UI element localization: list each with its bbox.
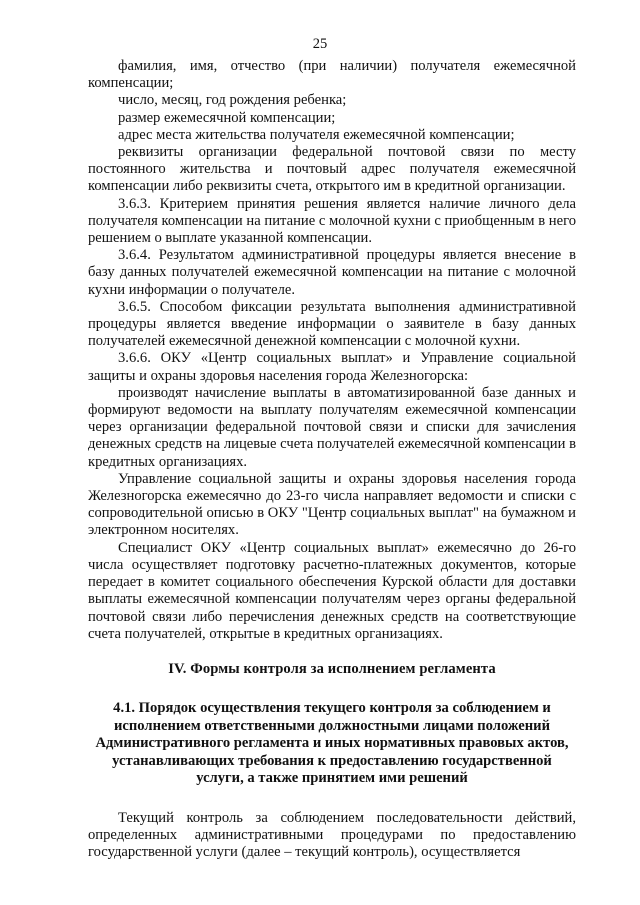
paragraph-payment-calculation: производят начисление выплаты в автоматизированной базе данных и формируют ведомости на выплату получателям ежемесячной компенсации через организации федеральной почтовой связи и списки для зачисления денежных средств на лицевые счета получателей ежемесячной компенсации в кредитных организациях. <box>88 384 576 470</box>
paragraph-3-6-4: 3.6.4. Результатом административной процедуры является внесение в базу данных получателей ежемесячной компенсации на питание с молочной кухни информации о получателе. <box>88 247 576 298</box>
paragraph-child-birthdate: число, месяц, год рождения ребенка; <box>118 92 347 109</box>
page-number: 25 <box>312 36 328 52</box>
paragraph-statements-transfer: Управление социальной защиты и охраны здоровья населения города Железногорска ежемесячно до 23-го числа направляет ведомости и списки с сопроводительной описью в ОКУ "Центр социальных выплат" на бумажном и электронном носителях. <box>88 470 576 539</box>
paragraph-3-6-5: 3.6.5. Способом фиксации результата выполнения административной процедуры является введение информации о заявителе в базу данных получателей ежемесячной денежной компенсации с молочной кухни. <box>88 298 576 350</box>
paragraph-recipient-address: адрес места жительства получателя ежемесячной компенсации; <box>118 126 515 143</box>
paragraph-3-6-6: 3.6.6. ОКУ «Центр социальных выплат» и Управление социальной защиты и охраны здоровья населения города Железногорска: <box>88 350 576 384</box>
paragraph-specialist-duties: Специалист ОКУ «Центр социальных выплат» ежемесячно до 26-го числа осуществляет подготовку расчетно-платежных документов, которые передает в комитет социального обеспечения Курской области для доставки выплаты ежемесячной компенсации получателям через органы федеральной почтовой связи либо перечисления денежных средств на соответствующие счета получателей, открытые в кредитных организациях. <box>88 539 576 642</box>
paragraph-compensation-amount: размер ежемесячной компенсации; <box>118 109 336 126</box>
paragraph-postal-requisites: реквизиты организации федеральной почтовой связи по месту постоянного жительства и почтовый адрес получателя ежемесячной компенсации либо реквизиты счета, открытого им в кредитной организации. <box>88 144 576 195</box>
subsection-heading: 4.1. Порядок осуществления текущего контроля за соблюдением и исполнением ответственными должностными лицами положений Административного регламента и иных нормативных правовых актов, устанавливающих требования к предоставлению государственной услуги, а также принятием ими решений <box>95 700 569 787</box>
document-body <box>88 58 576 862</box>
paragraph-recipient-name: фамилия, имя, отчество (при наличии) получателя ежемесячной компенсации; <box>88 58 576 92</box>
paragraph-current-control: Текущий контроль за соблюдением последовательности действий, определенных административными процедурами по предоставлению государственной услуги (далее – текущий контроль), осуществляется <box>88 810 576 861</box>
section-heading: IV. Формы контроля за исполнением регламента <box>168 660 496 677</box>
paragraph-3-6-3: 3.6.3. Критерием принятия решения является наличие личного дела получателя компенсации на питание с молочной кухни с приобщенным в него решением о выплате указанной компенсации. <box>88 195 576 247</box>
